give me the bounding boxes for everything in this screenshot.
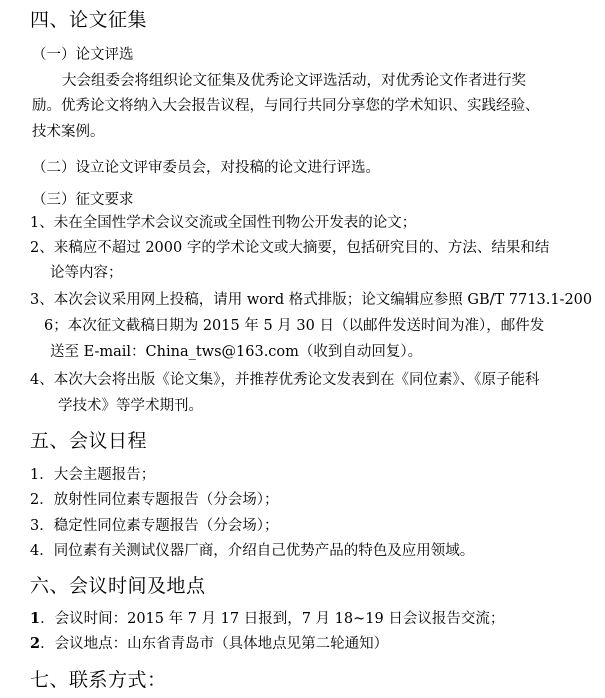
section-5-heading: 五、会议日程	[30, 430, 148, 452]
requirement-item-cont: 学技术》等学术期刊。	[58, 398, 203, 414]
requirement-item-cont: 论等内容；	[50, 265, 123, 281]
requirement-item: 2、来稿应不超过 2000 字的学术论文或大摘要，包括研究目的、方法、结果和结	[30, 240, 550, 256]
schedule-item: 1．大会主题报告；	[30, 467, 156, 483]
section-7-heading: 七、联系方式：	[30, 669, 167, 691]
section-4-heading: 四、论文征集	[30, 9, 148, 31]
item-text: ．会议地点：山东省青岛市（具体地点见第二轮通知）	[40, 636, 389, 652]
subsection-1-title: （一）论文评选	[32, 47, 134, 63]
schedule-item: 2．放射性同位素专题报告（分会场）；	[30, 492, 279, 508]
schedule-item: 3．稳定性同位素专题报告（分会场）；	[30, 518, 279, 534]
item-number: 1	[30, 610, 41, 627]
requirement-item: 1、未在全国性学术会议交流或全国性刊物公开发表的论文；	[30, 215, 417, 231]
requirement-item-cont: 送至 E-mail：China_tws@163.com（收到自动回复）。	[50, 344, 423, 360]
schedule-item: 4．同位素有关测试仪器厂商，介绍自己优势产品的特色及应用领域。	[30, 543, 475, 559]
requirement-item: 3、本次会议采用网上投稿，请用 word 格式排版；论文编辑应参照 GB/T 7713.1-200	[30, 292, 593, 308]
time-location-item	[30, 634, 388, 654]
requirement-item: 4、本次大会将出版《论文集》，并推荐优秀论文发表到在《同位素》、《原子能科	[30, 372, 540, 388]
time-location-item	[30, 609, 504, 629]
paragraph-line: 大会组委会将组织论文征集及优秀论文评选活动，对优秀论文作者进行奖	[62, 73, 526, 89]
item-text: ．会议时间：2015 年 7 月 17 日报到，7 月 18~19 日会议报告交流；	[40, 611, 505, 627]
item-number: 2	[30, 635, 41, 652]
section-6-heading: 六、会议时间及地点	[30, 575, 206, 597]
paragraph-line: 励。优秀论文将纳入大会报告议程，与同行共同分享您的学术知识、实践经验、	[32, 98, 540, 114]
subsection-3-title: （三）征文要求	[32, 192, 134, 208]
subsection-2-title: （二）设立论文评审委员会，对投稿的论文进行评选。	[32, 160, 380, 176]
paragraph-line: 技术案例。	[32, 124, 105, 140]
requirement-item-cont: 6；本次征文截稿日期为 2015 年 5 月 30 日（以邮件发送时间为准），邮件发	[44, 318, 545, 334]
